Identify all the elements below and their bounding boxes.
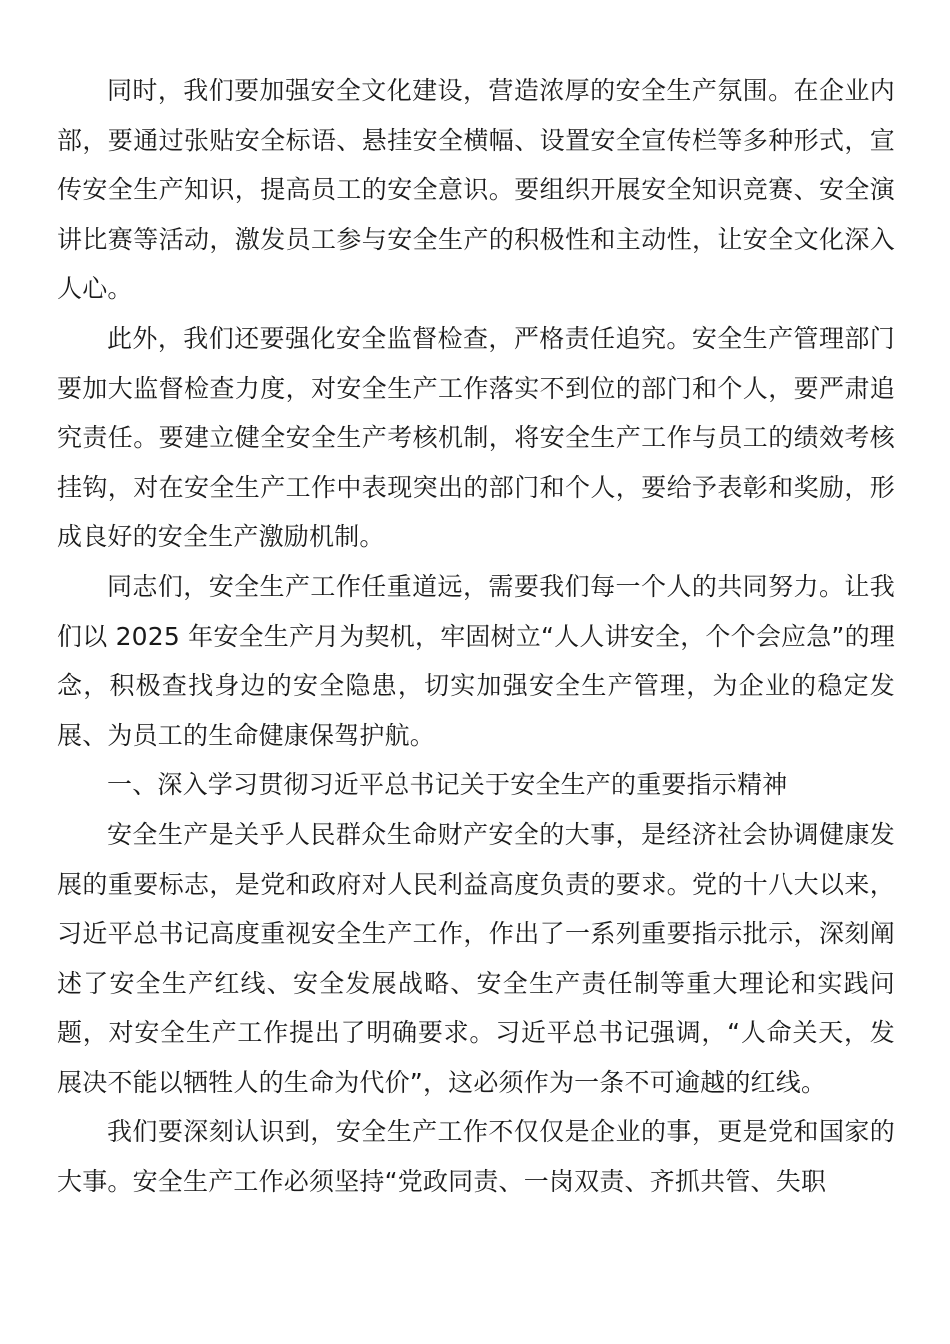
paragraph-supervision: 此外，我们还要强化安全监督检查，严格责任追究。安全生产管理部门要加大监督检查力度，对安全生产工作落实不到位的部门和个人，要严肃追究责任。要建立健全安全生产考核机制，将安全生产工作与员工的绩效考核挂钩，对在安全生产工作中表现突出的部门和个人，要给予表彰和奖励，形成良好的安全生产激励机制。 bbox=[57, 323, 895, 552]
section-heading: 一、深入学习贯彻习近平总书记关于安全生产的重要指示精神 bbox=[107, 770, 788, 800]
paragraph-responsibility: 我们要深刻认识到，安全生产工作不仅仅是企业的事，更是党和国家的大事。安全生产工作必须坚持“党政同责、一岗双责、齐抓共管、失职 bbox=[57, 1117, 895, 1197]
document-body bbox=[57, 66, 895, 1207]
paragraph-safety-culture: 同时，我们要加强安全文化建设，营造浓厚的安全生产氛围。在企业内部，要通过张贴安全标语、悬挂安全横幅、设置安全宣传栏等多种形式，宣传安全生产知识，提高员工的安全意识。要组织开展安全知识竞赛、安全演讲比赛等活动，激发员工参与安全生产的积极性和主动性，让安全文化深入人心。 bbox=[57, 76, 895, 304]
paragraph-call-to-action: 同志们，安全生产工作任重道远，需要我们每一个人的共同努力。让我们以 2025 年安全生产月为契机，牢固树立“人人讲安全，个个会应急”的理念，积极查找身边的安全隐患，切实加强安全生产管理，为企业的稳定发展、为员工的生命健康保驾护航。 bbox=[57, 571, 895, 750]
paragraph-instructions: 安全生产是关乎人民群众生命财产安全的大事，是经济社会协调健康发展的重要标志，是党和政府对人民利益高度负责的要求。党的十八大以来，习近平总书记高度重视安全生产工作，作出了一系列重要指示批示，深刻阐述了安全生产红线、安全发展战略、安全生产责任制等重大理论和实践问题，对安全生产工作提出了明确要求。习近平总书记强调，“人命关天，发展决不能以牺牲人的生命为代价”，这必须作为一条不可逾越的红线。 bbox=[57, 819, 895, 1097]
